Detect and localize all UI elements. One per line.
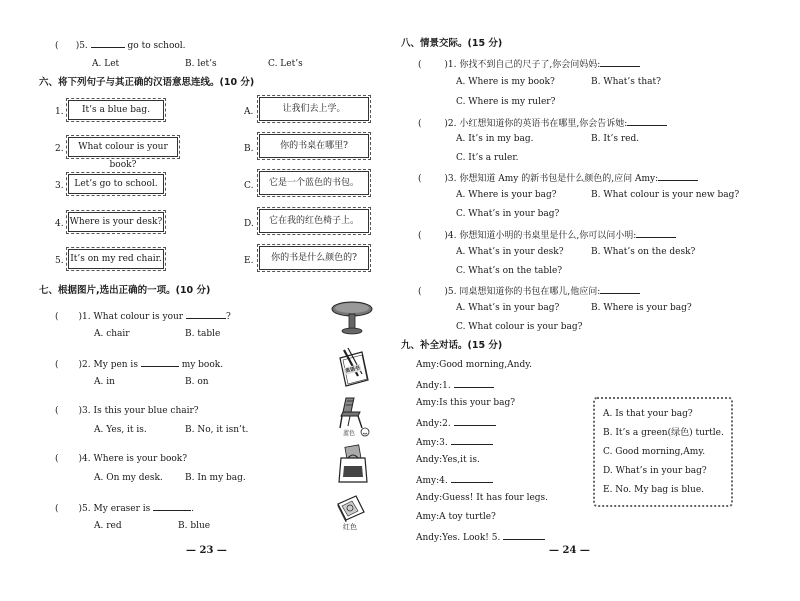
option-c: C. What’s on the table? bbox=[456, 266, 563, 276]
dialogue-line: Amy:A toy turtle? bbox=[416, 512, 496, 522]
section-8-title: 八、情景交际。(15 分) bbox=[401, 38, 503, 49]
s8-question-5 bbox=[418, 284, 640, 298]
question-number: )4. bbox=[444, 231, 457, 241]
match-letter: D. bbox=[244, 219, 254, 229]
option-b: B. table bbox=[185, 329, 221, 339]
option-a: A. Where is your bag? bbox=[456, 190, 557, 200]
answer-paren[interactable]: ( bbox=[55, 312, 79, 322]
book-in-bag-picture bbox=[336, 444, 370, 484]
dialogue-line bbox=[416, 473, 493, 487]
dialogue-option-a: A. Is that your bag? bbox=[603, 409, 693, 419]
match-letter: B. bbox=[244, 144, 254, 154]
dialogue-text: Amy:4. bbox=[416, 476, 448, 486]
question-text: . bbox=[191, 504, 195, 514]
match-english-5[interactable]: It’s on my red chair. bbox=[68, 249, 164, 269]
eraser-label: 红色 bbox=[343, 523, 357, 531]
option-a: A. It’s in my bag. bbox=[456, 134, 534, 144]
answer-blank[interactable] bbox=[636, 228, 676, 238]
question-number: )5. bbox=[75, 41, 88, 51]
option-a: A. What’s in your desk? bbox=[456, 247, 564, 257]
dialogue-line bbox=[416, 416, 496, 430]
answer-paren[interactable]: ( bbox=[55, 454, 79, 464]
question-text: 同桌想知道你的书包在哪儿,他应问: bbox=[459, 287, 601, 297]
option-c: C. It’s a ruler. bbox=[456, 153, 519, 163]
s8-question-3 bbox=[418, 171, 698, 185]
answer-blank[interactable] bbox=[600, 284, 640, 294]
question-text: go to school. bbox=[127, 41, 186, 51]
match-number: 5. bbox=[55, 256, 64, 266]
question-text: Is this your blue chair? bbox=[93, 406, 199, 416]
s7-question-3 bbox=[55, 405, 199, 417]
dialogue-option-d: D. What’s in your bag? bbox=[603, 466, 707, 476]
option-a: A. chair bbox=[94, 329, 130, 339]
table-picture bbox=[330, 300, 374, 336]
section-9-title: 九、补全对话。(15 分) bbox=[401, 340, 503, 351]
question-text: Where is your book? bbox=[93, 454, 188, 464]
answer-blank[interactable] bbox=[627, 116, 667, 126]
dialogue-line bbox=[416, 435, 493, 449]
chair-picture bbox=[338, 396, 366, 430]
s7-question-5 bbox=[55, 501, 194, 515]
question-text: My pen is bbox=[93, 360, 138, 370]
question-5-top bbox=[55, 38, 186, 52]
chair-label: 蓝色 bbox=[343, 430, 356, 437]
question-text: ? bbox=[225, 312, 231, 322]
question-text: 你想知道 Amy 的新书包是什么颜色的,应问 Amy: bbox=[459, 174, 659, 184]
dialogue-line: Amy:Is this your bag? bbox=[416, 398, 516, 408]
question-text: 你找不到自己的尺子了,你会问妈妈: bbox=[459, 60, 601, 70]
question-number: )3. bbox=[444, 174, 457, 184]
option-b: B. No, it isn’t. bbox=[185, 425, 249, 435]
match-chinese-a[interactable]: 让我们去上学。 bbox=[259, 97, 369, 121]
match-english-2[interactable]: What colour is your book? bbox=[68, 137, 178, 157]
dialogue-text: Andy:Yes. Look! 5. bbox=[416, 533, 501, 543]
answer-blank[interactable] bbox=[600, 57, 640, 67]
match-number: 2. bbox=[55, 144, 64, 154]
match-letter: E. bbox=[244, 256, 254, 266]
answer-paren[interactable]: ( bbox=[418, 174, 445, 184]
match-english-1[interactable]: It’s a blue bag. bbox=[68, 100, 164, 120]
match-number: 1. bbox=[55, 107, 64, 117]
match-chinese-e[interactable]: 你的书是什么颜色的? bbox=[259, 246, 369, 270]
question-number: )3. bbox=[78, 406, 91, 416]
dialogue-line: Amy:Good morning,Andy. bbox=[416, 360, 532, 370]
dialogue-text: Andy:2. bbox=[416, 419, 451, 429]
match-english-4[interactable]: Where is your desk? bbox=[68, 212, 164, 232]
question-text: my book. bbox=[181, 360, 224, 370]
match-chinese-b[interactable]: 你的书桌在哪里? bbox=[259, 134, 369, 158]
match-english-3[interactable]: Let’s go to school. bbox=[68, 174, 164, 194]
question-text: What colour is your bbox=[93, 312, 184, 322]
option-b: B. In my bag. bbox=[185, 473, 246, 483]
section-6-title: 六、将下列句子与其正确的汉语意思连线。(10 分) bbox=[39, 77, 255, 88]
option-c: C. Let’s bbox=[268, 59, 303, 69]
option-a: A. Let bbox=[92, 59, 120, 69]
book-label: 英语书 bbox=[344, 365, 361, 375]
match-chinese-c[interactable]: 它是一个蓝色的书包。 bbox=[259, 171, 369, 195]
answer-blank[interactable] bbox=[451, 435, 493, 445]
dialogue-option-e: E. No. My bag is blue. bbox=[603, 485, 705, 495]
question-number: )1. bbox=[444, 60, 457, 70]
option-a: A. Where is my book? bbox=[456, 77, 555, 87]
option-b: B. let’s bbox=[185, 59, 217, 69]
page-number-left: — 23 — bbox=[186, 545, 227, 556]
question-text: 你想知道小明的书桌里是什么,你可以问小明: bbox=[459, 231, 637, 241]
dialogue-line: Andy:Yes,it is. bbox=[416, 455, 480, 465]
option-a: A. red bbox=[94, 521, 122, 531]
option-b: B. Where is your bag? bbox=[591, 303, 692, 313]
answer-blank[interactable] bbox=[503, 530, 545, 540]
option-a: A. Yes, it is. bbox=[94, 425, 147, 435]
s8-question-2 bbox=[418, 116, 667, 130]
question-text: 小红想知道你的英语书在哪里,你会告诉她: bbox=[459, 119, 628, 129]
option-b: B. blue bbox=[178, 521, 211, 531]
question-number: )2. bbox=[78, 360, 91, 370]
dialogue-line bbox=[416, 530, 545, 544]
answer-paren[interactable]: ( bbox=[55, 406, 79, 416]
option-a: A. What’s in your bag? bbox=[456, 303, 560, 313]
dialogue-text: Amy:3. bbox=[416, 438, 448, 448]
match-chinese-d[interactable]: 它在我的红色椅子上。 bbox=[259, 209, 369, 233]
answer-blank[interactable] bbox=[153, 501, 191, 511]
option-c: C. Where is my ruler? bbox=[456, 97, 556, 107]
dialogue-line bbox=[416, 378, 494, 392]
dialogue-text: Andy:1. bbox=[416, 381, 451, 391]
option-b: B. What’s that? bbox=[591, 77, 661, 87]
dialogue-options-box bbox=[593, 397, 733, 507]
answer-blank[interactable] bbox=[141, 357, 179, 367]
option-b: B. on bbox=[185, 377, 209, 387]
answer-blank[interactable] bbox=[454, 416, 496, 426]
s7-question-2 bbox=[55, 357, 223, 371]
option-c: C. What colour is your bag? bbox=[456, 322, 583, 332]
s7-question-1 bbox=[55, 309, 231, 323]
dialogue-option-c: C. Good morning,Amy. bbox=[603, 447, 706, 457]
question-number: )1. bbox=[78, 312, 91, 322]
section-7-title: 七、根据图片,选出正确的一项。(10 分) bbox=[39, 285, 211, 296]
option-b: B. It’s red. bbox=[591, 134, 640, 144]
option-b: B. What’s on the desk? bbox=[591, 247, 696, 257]
answer-paren[interactable]: ( bbox=[55, 360, 79, 370]
question-number: )2. bbox=[444, 119, 457, 129]
answer-blank[interactable] bbox=[658, 171, 698, 181]
s8-question-1 bbox=[418, 57, 640, 71]
page-number-right: — 24 — bbox=[549, 545, 590, 556]
question-number: )4. bbox=[78, 454, 91, 464]
option-a: A. On my desk. bbox=[94, 473, 163, 483]
s7-question-4 bbox=[55, 453, 187, 465]
dialogue-line: Andy:Guess! It has four legs. bbox=[416, 493, 549, 503]
answer-paren[interactable]: ( bbox=[418, 231, 445, 241]
s8-question-4 bbox=[418, 228, 676, 242]
match-number: 3. bbox=[55, 181, 64, 191]
option-c: C. What’s in your bag? bbox=[456, 209, 560, 219]
answer-blank[interactable] bbox=[186, 309, 226, 319]
answer-blank[interactable] bbox=[91, 38, 125, 48]
question-number: )5. bbox=[78, 504, 91, 514]
answer-paren[interactable]: ( bbox=[418, 287, 445, 297]
match-letter: A. bbox=[244, 107, 254, 117]
dialogue-option-b: B. It’s a green(绿色) turtle. bbox=[603, 428, 724, 438]
answer-blank[interactable] bbox=[451, 473, 493, 483]
answer-blank[interactable] bbox=[454, 378, 494, 388]
match-letter: C. bbox=[244, 181, 254, 191]
question-number: )5. bbox=[444, 287, 457, 297]
answer-paren[interactable]: ( bbox=[55, 504, 79, 514]
question-text: My eraser is bbox=[93, 504, 151, 514]
option-a: A. in bbox=[94, 377, 115, 387]
match-number: 4. bbox=[55, 219, 64, 229]
eraser-picture bbox=[334, 494, 368, 524]
smile-icon bbox=[360, 427, 370, 437]
answer-paren[interactable]: ( bbox=[418, 60, 445, 70]
option-b: B. What colour is your new bag? bbox=[591, 190, 740, 200]
answer-paren[interactable]: ( bbox=[55, 41, 76, 51]
answer-paren[interactable]: ( bbox=[418, 119, 445, 129]
